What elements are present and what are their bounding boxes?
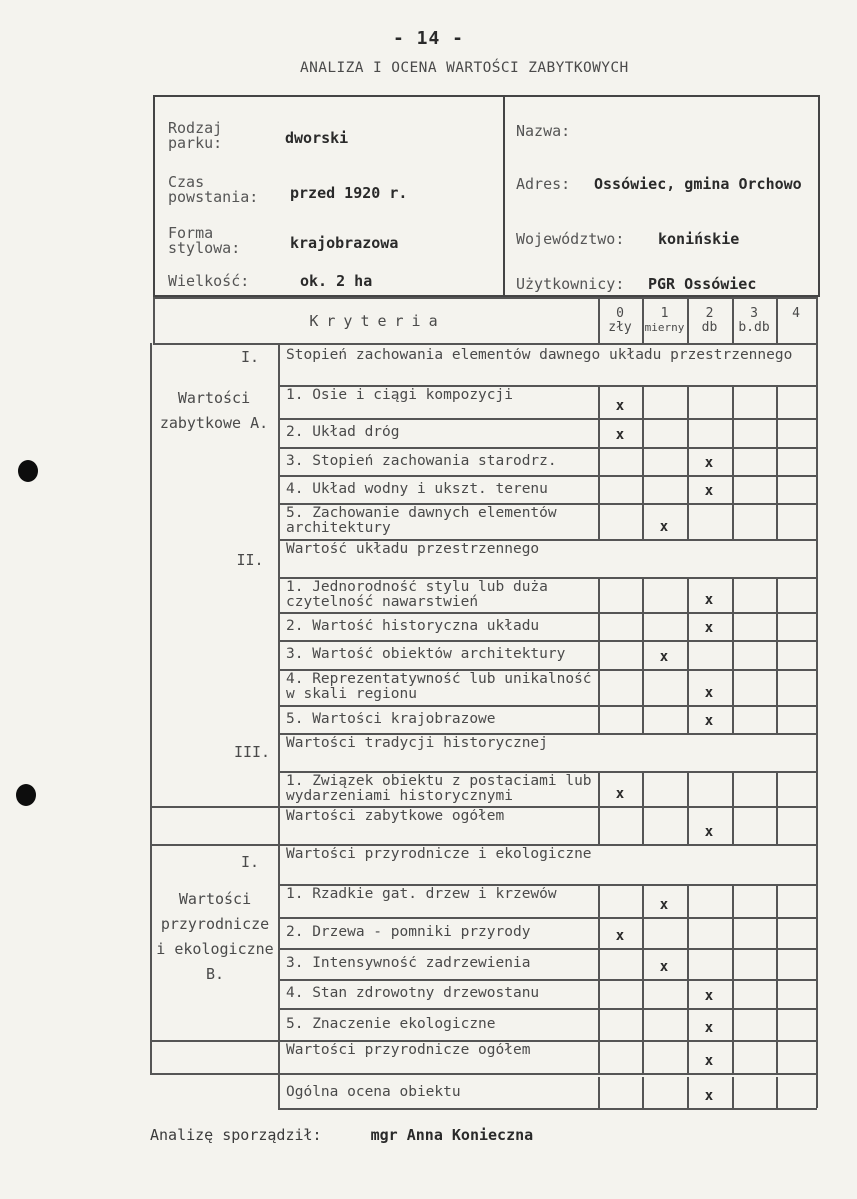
rating-mark: x (704, 685, 714, 701)
grid-line (732, 447, 734, 475)
grid-line (816, 343, 818, 1108)
grid-line (598, 447, 600, 475)
section-b-roman-1: I. (240, 853, 260, 871)
grid-line (150, 1073, 817, 1075)
grid-line (687, 948, 689, 979)
grid-line (776, 1040, 778, 1073)
grid-line (776, 612, 778, 640)
grid-line (278, 539, 817, 541)
grid-line (278, 640, 817, 642)
size-label: Wielkość: (168, 272, 250, 290)
column-header-1: 1 mierny (644, 306, 685, 334)
grid-line (776, 669, 778, 705)
name-label: Nazwa: (516, 122, 571, 140)
grid-line (278, 1108, 817, 1110)
grid-line (732, 669, 734, 705)
binder-hole (18, 460, 38, 482)
author-name: mgr Anna Konieczna (370, 1126, 534, 1144)
criterion-row-text: 1. Związek obiektu z postaciami lub wydarzeniami historycznymi (286, 774, 592, 804)
grid-line (598, 577, 600, 612)
prepared-by-label: Analizę sporządził: (150, 1126, 322, 1144)
grid-line (776, 705, 778, 733)
grid-line (642, 418, 644, 447)
criterion-row-text: 4. Reprezentatywność lub unikalność w skali regionu (286, 672, 592, 702)
grid-line (598, 884, 600, 917)
grid-line (642, 705, 644, 733)
grid-line (687, 640, 689, 669)
grid-line (278, 1073, 817, 1075)
grid-line (598, 948, 600, 979)
grid-line (642, 385, 644, 418)
section-a-roman-2: II. (236, 551, 264, 569)
grid-line (732, 917, 734, 948)
grid-line (598, 475, 600, 503)
page-number: - 14 - (392, 28, 465, 49)
rating-mark: x (704, 455, 714, 471)
rating-mark: x (704, 1053, 714, 1069)
grid-line (278, 844, 817, 846)
grid-line (732, 1077, 734, 1108)
grid-line (732, 503, 734, 539)
document-title: ANALIZA I OCENA WARTOŚCI ZABYTKOWYCH (300, 60, 629, 76)
grid-line (732, 640, 734, 669)
rating-mark: x (615, 427, 625, 443)
grid-line (278, 1108, 817, 1110)
users-label: Użytkownicy: (516, 275, 625, 293)
grid-line (278, 577, 817, 579)
grid-line (278, 475, 817, 477)
criterion-row-text: 1. Rzadkie gat. drzew i krzewów (286, 887, 557, 902)
rating-mark: x (659, 649, 669, 665)
rating-mark: x (704, 620, 714, 636)
grid-line (278, 806, 817, 808)
grid-line (642, 979, 644, 1008)
rating-mark: x (704, 592, 714, 608)
section-a-name: Wartości zabytkowe A. (159, 389, 269, 432)
grid-line (732, 1008, 734, 1040)
grid-line (278, 343, 280, 1108)
grid-line (776, 917, 778, 948)
criterion-row-text: 3. Stopień zachowania starodrz. (286, 453, 557, 469)
grid-line (598, 1008, 600, 1040)
grid-line (687, 418, 689, 447)
grid-line (153, 297, 155, 343)
users-value: PGR Ossówiec (648, 275, 757, 293)
grid-line (598, 503, 600, 539)
grid-line (598, 806, 600, 844)
grid-line (278, 1008, 817, 1010)
grid-line (278, 612, 817, 614)
grid-line (732, 806, 734, 844)
column-header-0: 0 zły (608, 306, 632, 335)
subsection-heading: Wartość układu przestrzennego (286, 542, 540, 557)
criterion-row-text: 5. Wartości krajobrazowe (286, 711, 496, 727)
grid-line (598, 669, 600, 705)
grid-line (278, 917, 817, 919)
grid-line (776, 806, 778, 844)
grid-line (150, 1040, 817, 1042)
grid-line (278, 771, 817, 773)
voivodeship-label: Województwo: (516, 230, 625, 248)
grid-line (598, 612, 600, 640)
grid-line (776, 418, 778, 447)
grid-line (687, 771, 689, 806)
criterion-row-text: 5. Zachowanie dawnych elementów architektury (286, 506, 557, 536)
grid-line (153, 297, 817, 299)
criterion-row-text: 2. Wartość historyczna układu (286, 618, 540, 634)
grid-line (732, 612, 734, 640)
grid-line (732, 884, 734, 917)
grid-line (642, 806, 644, 844)
grid-line (776, 503, 778, 539)
grid-line (278, 447, 817, 449)
grid-line (732, 475, 734, 503)
grid-line (642, 1077, 644, 1108)
grid-line (150, 343, 152, 1073)
grid-line (776, 577, 778, 612)
grid-line (642, 669, 644, 705)
grid-line (642, 447, 644, 475)
style-form-label: Forma stylowa: (168, 224, 241, 257)
grid-line (278, 1040, 817, 1042)
grid-line (732, 979, 734, 1008)
criterion-row-text: Ogólna ocena obiektu (286, 1085, 461, 1100)
grid-line (642, 1040, 644, 1073)
park-type-label: Rodzaj parku: (168, 119, 223, 152)
grid-line (776, 640, 778, 669)
grid-line (642, 475, 644, 503)
column-divider (503, 97, 505, 295)
grid-line (732, 705, 734, 733)
grid-line (732, 1040, 734, 1073)
grid-line (732, 771, 734, 806)
voivodeship-value: konińskie (658, 230, 740, 248)
grid-line (642, 1008, 644, 1040)
criterion-row-text: 3. Intensywność zadrzewienia (286, 956, 531, 971)
grid-line (687, 884, 689, 917)
address-value: Ossówiec, gmina Orchowo (594, 175, 802, 193)
grid-line (816, 297, 818, 343)
grid-line (732, 948, 734, 979)
section-b-name: Wartości przyrodnicze i ekologiczne B. (156, 890, 274, 983)
criterion-row-text: Wartości przyrodnicze ogółem (286, 1043, 531, 1058)
criterion-row-text: 2. Drzewa - pomniki przyrody (286, 925, 531, 940)
grid-line (687, 385, 689, 418)
grid-line (776, 1008, 778, 1040)
rating-mark: x (704, 713, 714, 729)
grid-line (776, 948, 778, 979)
grid-line (776, 979, 778, 1008)
grid-line (687, 503, 689, 539)
grid-line (598, 640, 600, 669)
rating-mark: x (704, 1088, 714, 1104)
section-a-roman-3: III. (233, 743, 271, 761)
creation-time-label: Czas powstania: (168, 173, 259, 206)
grid-line (598, 1040, 600, 1073)
rating-mark: x (704, 824, 714, 840)
creation-time-value: przed 1920 r. (290, 184, 408, 202)
criterion-row-text: 2. Układ dróg (286, 425, 400, 440)
criterion-row-text: 5. Znaczenie ekologiczne (286, 1016, 496, 1032)
size-value: ok. 2 ha (300, 272, 373, 290)
rating-mark: x (659, 959, 669, 975)
section-a-roman-1: I. (240, 348, 260, 366)
subsection-heading: Wartości tradycji historycznej (286, 736, 548, 751)
column-header-2: 2 db (701, 306, 718, 335)
rating-mark: x (615, 786, 625, 802)
grid-line (278, 503, 817, 505)
address-label: Adres: (516, 175, 571, 193)
grid-line (732, 577, 734, 612)
grid-line (278, 705, 817, 707)
grid-line (732, 418, 734, 447)
criterion-row-text: 4. Stan zdrowotny drzewostanu (286, 986, 540, 1001)
column-header-4: 4 (792, 306, 800, 321)
column-header-3: 3 b.db (738, 306, 770, 335)
grid-line (776, 447, 778, 475)
criteria-header: Kryteria (309, 312, 446, 330)
grid-line (278, 733, 817, 735)
criterion-row-text: Wartości zabytkowe ogółem (286, 809, 505, 824)
rating-mark: x (615, 398, 625, 414)
park-type-value: dworski (285, 129, 349, 147)
rating-mark: x (704, 483, 714, 499)
footer (150, 1126, 533, 1144)
grid-line (642, 917, 644, 948)
grid-line (278, 948, 817, 950)
subsection-heading: Stopień zachowania elementów dawnego układu przestrzennego (286, 348, 793, 363)
grid-line (278, 669, 817, 671)
criterion-row-text: 1. Osie i ciągi kompozycji (286, 388, 513, 403)
binder-hole (16, 784, 36, 806)
subsection-heading: Wartości przyrodnicze i ekologiczne (286, 847, 592, 862)
grid-line (642, 771, 644, 806)
grid-line (642, 577, 644, 612)
criterion-row-text: 4. Układ wodny i ukszt. terenu (286, 481, 548, 497)
grid-line (687, 917, 689, 948)
grid-line (776, 385, 778, 418)
grid-line (598, 1077, 600, 1108)
grid-line (776, 884, 778, 917)
grid-line (776, 1077, 778, 1108)
rating-mark: x (704, 1020, 714, 1036)
rating-mark: x (615, 928, 625, 944)
rating-mark: x (659, 897, 669, 913)
grid-line (150, 806, 817, 808)
rating-mark: x (659, 519, 669, 535)
grid-line (776, 475, 778, 503)
grid-line (150, 844, 817, 846)
rating-mark: x (704, 988, 714, 1004)
grid-line (278, 418, 817, 420)
criterion-row-text: 3. Wartość obiektów architektury (286, 647, 566, 662)
grid-line (642, 612, 644, 640)
grid-line (598, 979, 600, 1008)
grid-line (776, 771, 778, 806)
style-form-value: krajobrazowa (290, 234, 399, 252)
grid-line (278, 979, 817, 981)
grid-line (598, 705, 600, 733)
grid-line (732, 385, 734, 418)
grid-line (278, 884, 817, 886)
criterion-row-text: 1. Jednorodność stylu lub duża czytelność nawarstwień (286, 580, 548, 610)
grid-line (278, 385, 817, 387)
